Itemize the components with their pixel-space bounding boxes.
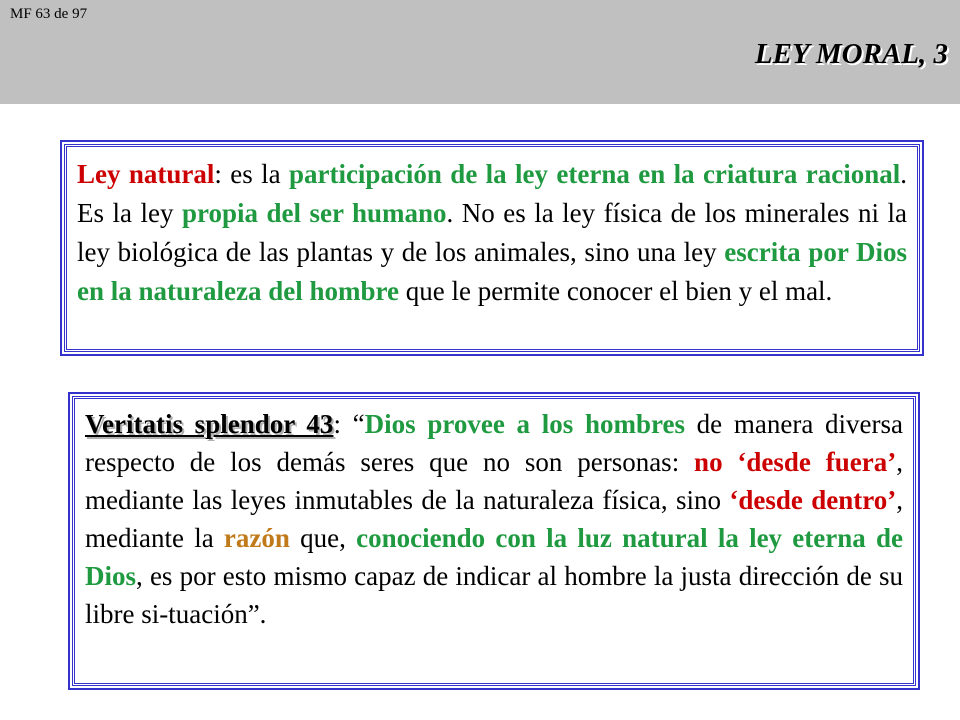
text-segment: de manera diversa respecto de los demás seres que no son personas: <box>85 409 903 477</box>
slide-title: LEY MORAL, 3 <box>754 38 948 70</box>
highlight-razon: razón <box>223 523 290 553</box>
veritatis-quote-box <box>72 396 916 686</box>
highlight-escrita: escrita por Dios en la naturaleza del hombre <box>77 237 907 306</box>
text-segment: . Es la ley <box>77 159 907 228</box>
citation-reference: Veritatis splendor 43 <box>85 409 334 439</box>
term-ley-natural: Ley natural <box>77 159 215 189</box>
text-segment: . No es la ley física de los minerales ni la ley biológica de las plantas y de los animales, sino una ley <box>77 198 907 267</box>
highlight-desde-fuera: no ‘desde fuera’ <box>694 447 897 477</box>
natural-law-paragraph <box>77 155 907 311</box>
quote-paragraph <box>85 405 903 633</box>
text-segment: que, <box>289 523 357 553</box>
highlight-propia: propia del ser humano <box>181 198 447 228</box>
text-segment: , es por esto mismo capaz de indicar al hombre la justa dirección de su libre si-tuación”. <box>85 561 903 629</box>
text-segment: : es la <box>214 159 289 189</box>
highlight-participacion: participación de la ley eterna en la criatura racional <box>288 159 901 189</box>
highlight-desde-dentro: ‘desde dentro’ <box>729 485 897 515</box>
text-segment: : “ <box>333 409 365 439</box>
natural-law-definition-box <box>64 144 920 352</box>
text-segment: , mediante las leyes inmutables de la naturaleza física, sino <box>85 447 903 515</box>
slide-number: MF 63 de 97 <box>10 6 88 22</box>
highlight-conociendo: conociendo con la luz natural la ley eterna de Dios <box>85 523 903 591</box>
text-segment: , mediante la <box>85 485 903 553</box>
text-segment: que le permite conocer el bien y el mal. <box>398 276 833 306</box>
highlight-dios-provee: Dios provee a los hombres <box>364 409 685 439</box>
slide-header <box>0 0 960 104</box>
